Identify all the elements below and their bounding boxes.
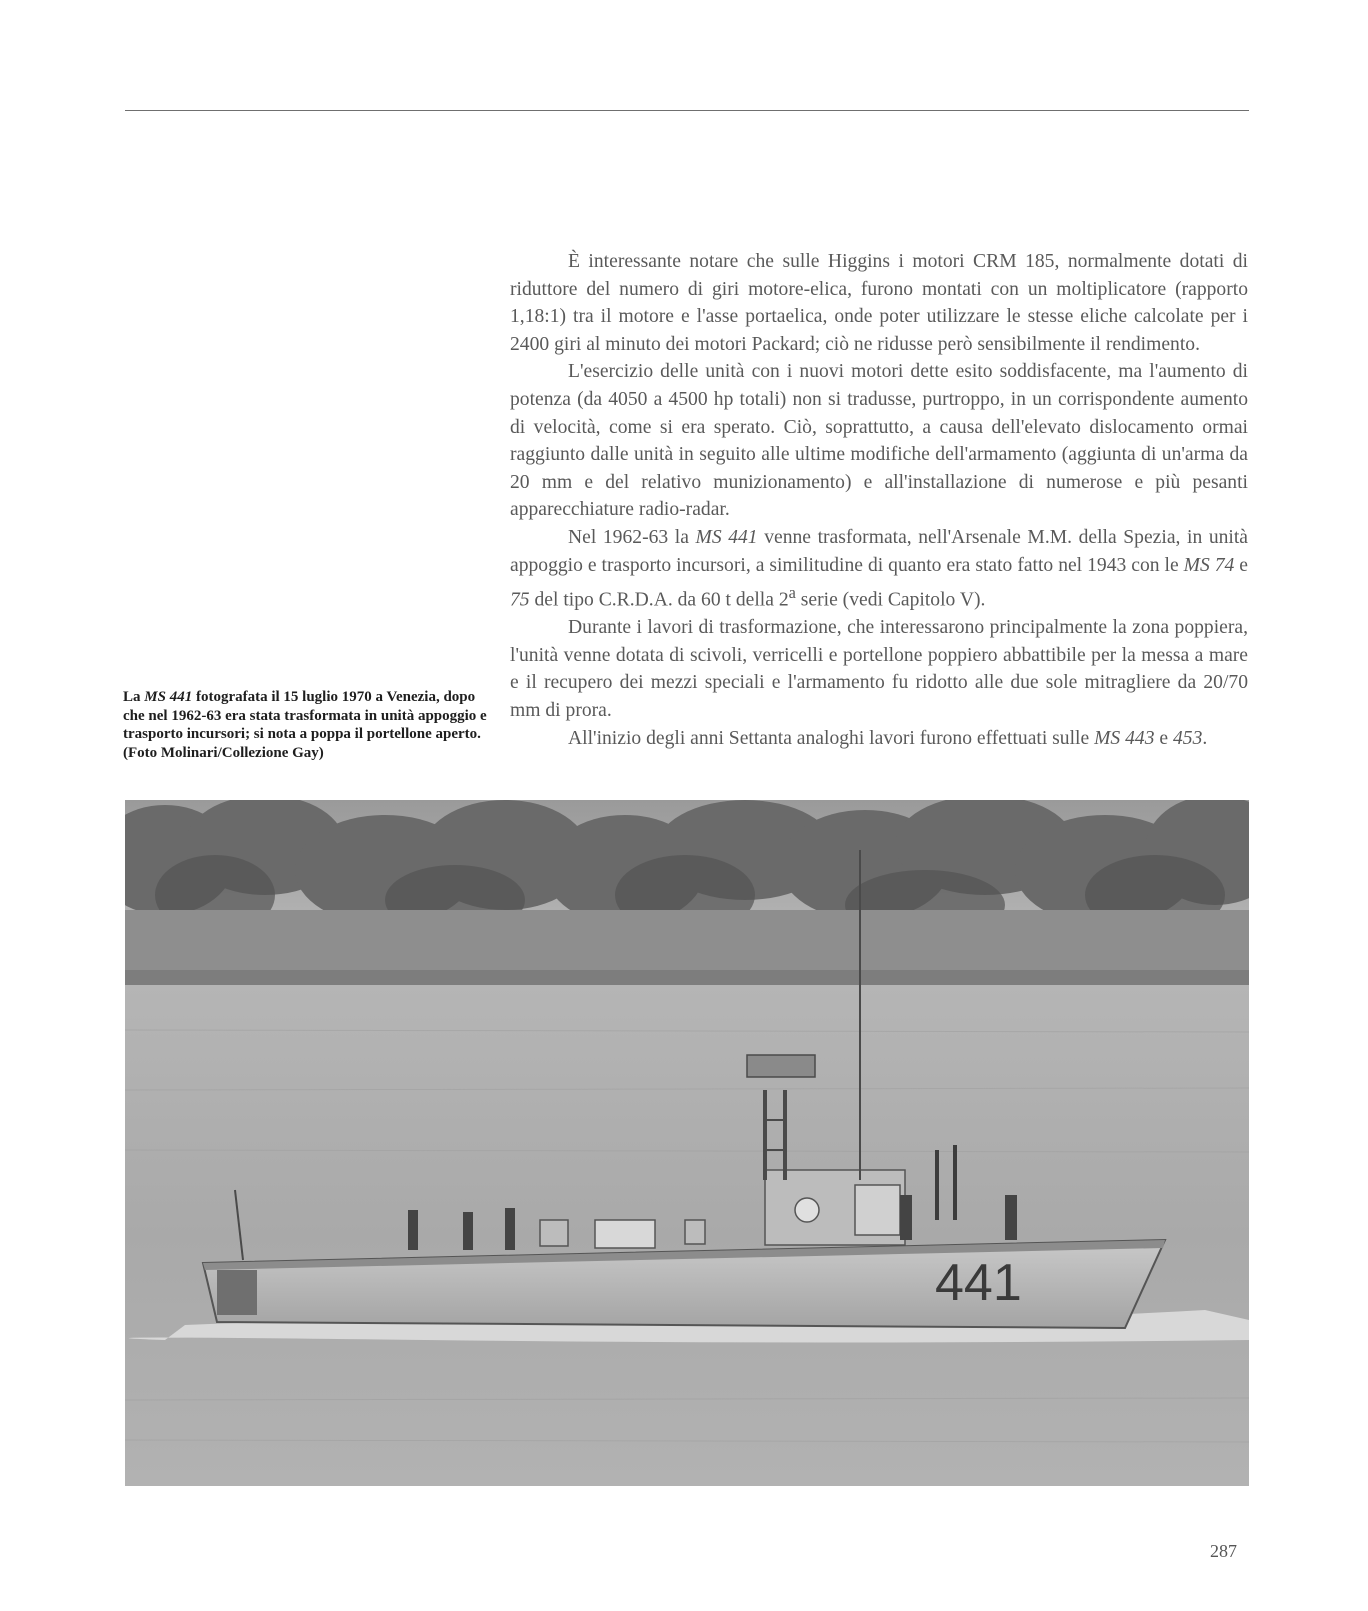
caption-text: La MS 441 fotografata il 15 luglio 1970 a Venezia, dopo che nel 1962-63 era stata trasformata in unità appoggio e trasporto incursori; si nota a poppa il portellone aperto. bbox=[123, 689, 487, 742]
caption-credit: (Foto Molinari/Collezione Gay) bbox=[123, 744, 324, 761]
paragraph-5: All'inizio degli anni Settanta analoghi lavori furono effettuati sulle MS 443 e 453. bbox=[568, 727, 1208, 749]
paragraph-1: È interessante notare che sulle Higgins i motori CRM 185, normalmente dotati di riduttore del numero di giri motore-elica, furono montati con un moltiplicatore (rapporto 1,18:1) tra il motore e l'asse portaelica, onde poter utilizzare le stesse eliche calcolate per i 2400 giri al minuto dei motori Packard; ciò ne ridusse però sensibilmente il rendimento. bbox=[510, 251, 1248, 355]
page-number: 287 bbox=[1210, 1541, 1237, 1561]
photo-caption bbox=[123, 688, 488, 762]
boat-photo bbox=[125, 800, 1249, 1486]
paragraph-3: Nel 1962-63 la MS 441 venne trasformata, nell'Arsenale M.M. della Spezia, in unità appoggio e trasporto incursori, a similitudine di quanto era stato fatto nel 1943 con le MS 74 e 75 del tipo C.R.D.A. da 60 t della 2$^a$ serie (vedi Capitolo V). bbox=[510, 526, 1248, 611]
paragraph-4: Durante i lavori di trasformazione, che interessarono principalmente la zona poppiera, l'unità venne dotata di scivoli, verricelli e portellone poppiero abbattibile per la messa a mare e il recupero dei mezzi speciali e l'armamento fu ridotto alle due sole mitragliere da 20/70 mm di prora. bbox=[510, 617, 1248, 722]
paragraph-2: L'esercizio delle unità con i nuovi motori dette esito soddisfacente, ma l'aumento di potenza (da 4050 a 4500 hp totali) non si tradusse, purtroppo, in un corrispondente aumento di velocità, come si era sperato. Ciò, soprattutto, a causa dell'elevato dislocamento ormai raggiunto dalle unità in seguito alle ultime modifiche dell'armamento (aggiunta di un'arma da 20 mm e del relativo munizionamento) e all'installazione di numerose e più pesanti apparecchiature radio-radar. bbox=[510, 361, 1248, 521]
boat-photo-drawing bbox=[125, 800, 1249, 1486]
body-text bbox=[510, 248, 1248, 752]
hull-number: 441 bbox=[935, 1254, 1022, 1312]
header-rule bbox=[125, 110, 1249, 111]
